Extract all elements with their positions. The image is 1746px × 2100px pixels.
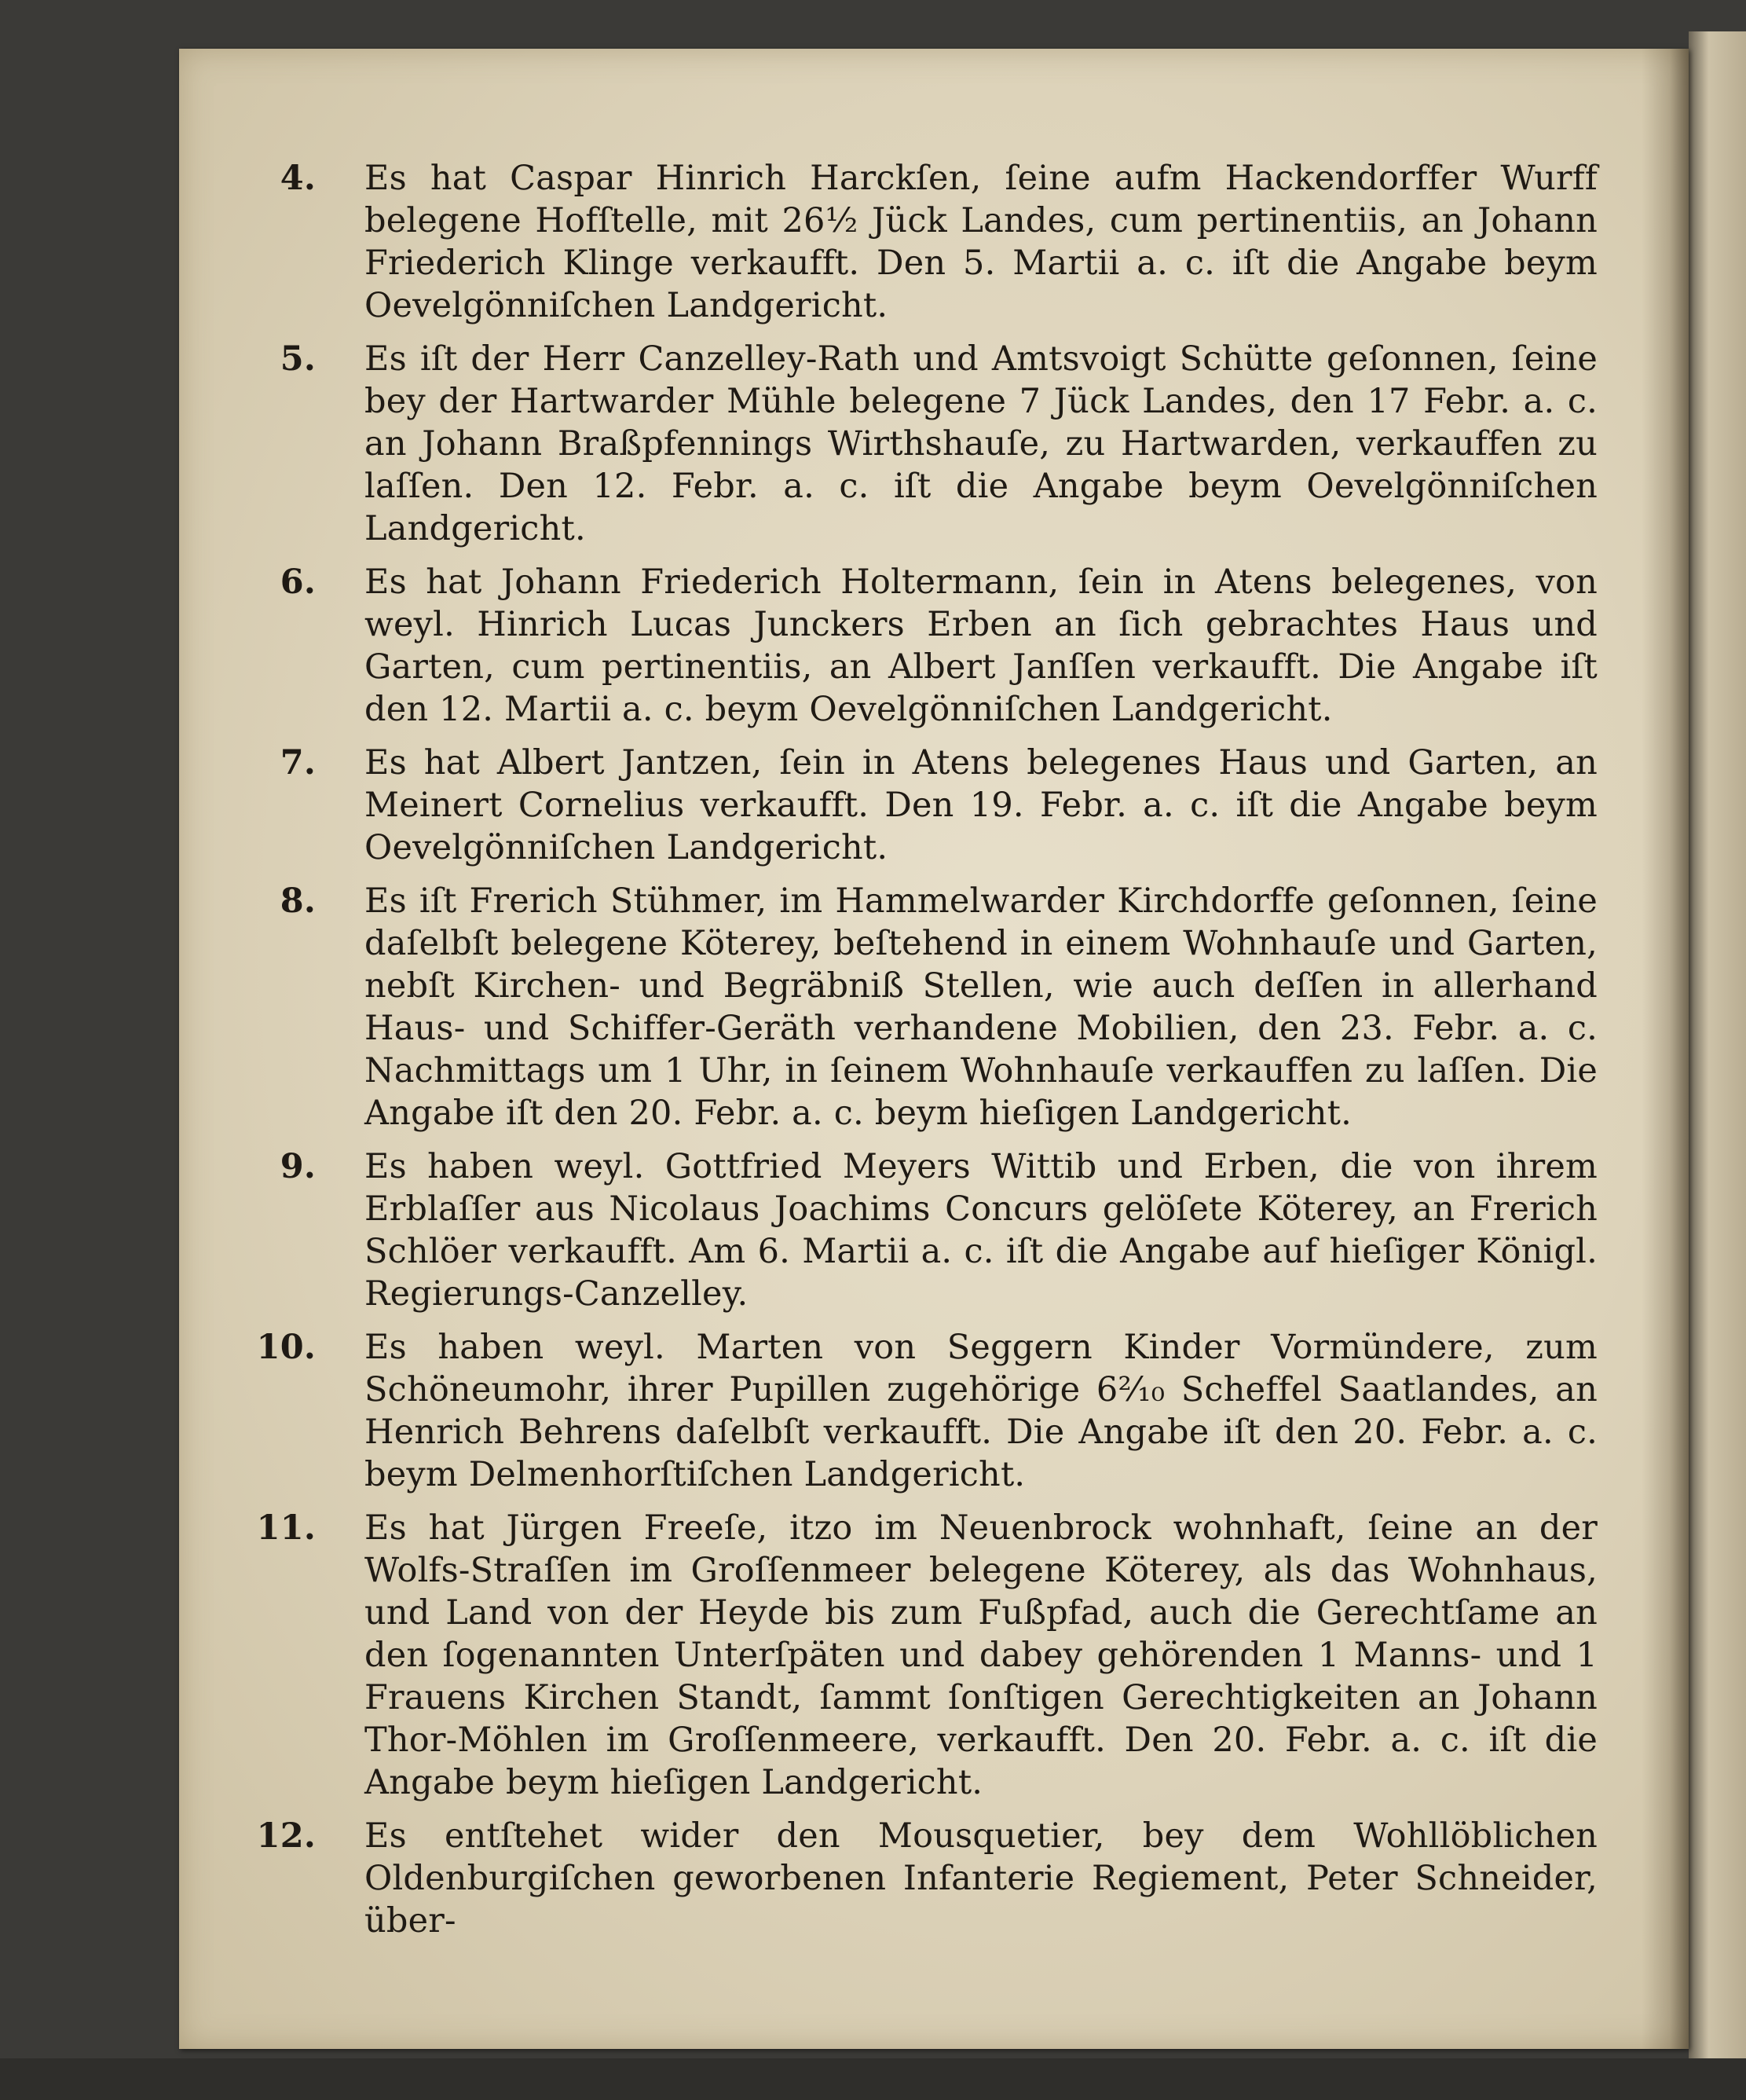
notice-number: 6. [280, 563, 316, 602]
notice-number: 9. [280, 1147, 316, 1186]
notice-item [229, 157, 1598, 327]
notice-text: Es entſtehet wider den Mousquetier, bey dem Wohllöblichen Oldenburgiſchen geworbenen Infanterie Regiement, Peter Schneider, über- [364, 1816, 1598, 1941]
notice-item [229, 561, 1598, 731]
adjacent-page-edge [1689, 31, 1746, 2100]
notice-item [229, 1815, 1598, 1942]
scan-background [0, 2058, 1746, 2100]
notice-number: 10. [256, 1328, 316, 1367]
notice-number: 11. [256, 1508, 316, 1548]
notice-text: Es hat Caspar Hinrich Harckſen, ſeine aufm Hackendorffer Wurff belegene Hofſtelle, mit 26½ Jück Landes, cum pertinentiis, an Johann Friederich Klinge verkaufft. Den 5. Martii a. c. iſt die Angabe beym Oevelgönniſchen Landgericht. [364, 159, 1598, 325]
notice-text: Es iſt der Herr Canzelley-Rath und Amtsvoigt Schütte geſonnen, ſeine bey der Hartwarder Mühle belegene 7 Jück Landes, den 17 Febr. a. c. an Johann Braßpfennings Wirthshauſe, zu Hartwarden, verkauffen zu laſſen. Den 12. Febr. a. c. iſt die Angabe beym Oevelgönniſchen Landgericht. [364, 339, 1598, 548]
notice-item [229, 1145, 1598, 1315]
notice-number: 12. [256, 1816, 316, 1856]
notice-text: Es haben weyl. Marten von Seggern Kinder Vormündere, zum Schöneumohr, ihrer Pupillen zugehörige 6²⁄₁₀ Scheffel Saatlandes, an Henrich Behrens daſelbſt verkaufft. Die Angabe iſt den 20. Febr. a. c. beym Delmenhorſtiſchen Landgericht. [364, 1328, 1598, 1494]
notice-number: 5. [280, 339, 316, 379]
notice-text: Es iſt Frerich Stühmer, im Hammelwarder Kirchdorffe geſonnen, ſeine daſelbſt belegene Köterey, beſtehend in einem Wohnhauſe und Garten, nebſt Kirchen- und Begräbniß Stellen, wie auch deſſen in allerhand Haus- und Schiffer-Geräth verhandene Mobilien, den 23. Febr. a. c. Nachmittags um 1 Uhr, in ſeinem Wohnhauſe verkauffen zu laſſen. Die Angabe iſt den 20. Febr. a. c. beym hieſigen Landgericht. [364, 881, 1598, 1133]
page-gutter-shadow [1642, 49, 1689, 2049]
notice-item [229, 742, 1598, 869]
notice-text: Es hat Albert Jantzen, ſein in Atens belegenes Haus und Garten, an Meinert Cornelius verkaufft. Den 19. Febr. a. c. iſt die Angabe beym Oevelgönniſchen Landgericht. [364, 743, 1598, 867]
notice-number: 8. [280, 881, 316, 921]
notice-item [229, 338, 1598, 550]
notice-text: Es hat Jürgen Freeſe, itzo im Neuenbrock wohnhaft, ſeine an der Wolfs-Straſſen im Groſſenmeer belegene Köterey, als das Wohnhaus, und Land von der Heyde bis zum Fußpfad, auch die Gerechtſame an den ſogenannten Unterſpäten und dabey gehörenden 1 Manns- und 1 Frauens Kirchen Standt, ſammt ſonſtigen Gerechtigkeiten an Johann Thor-Möhlen im Groſſenmeere, verkaufft. Den 20. Febr. a. c. iſt die Angabe beym hieſigen Landgericht. [364, 1508, 1598, 1802]
notice-text: Es hat Johann Friederich Holtermann, ſein in Atens belegenes, von weyl. Hinrich Lucas Junckers Erben an ſich gebrachtes Haus und Garten, cum pertinentiis, an Albert Janſſen verkaufft. Die Angabe iſt den 12. Martii a. c. beym Oevelgönniſchen Landgericht. [364, 563, 1598, 729]
notice-list [229, 157, 1598, 1953]
notice-item [229, 1507, 1598, 1804]
notice-item [229, 1326, 1598, 1496]
notice-number: 7. [280, 743, 316, 782]
notice-number: 4. [280, 159, 316, 198]
notice-item [229, 880, 1598, 1134]
notice-text: Es haben weyl. Gottfried Meyers Wittib und Erben, die von ihrem Erblaſſer aus Nicolaus Joachims Concurs gelöſete Köterey, an Frerich Schlöer verkaufft. Am 6. Martii a. c. iſt die Angabe auf hieſiger Königl. Regierungs-Canzelley. [364, 1147, 1598, 1314]
